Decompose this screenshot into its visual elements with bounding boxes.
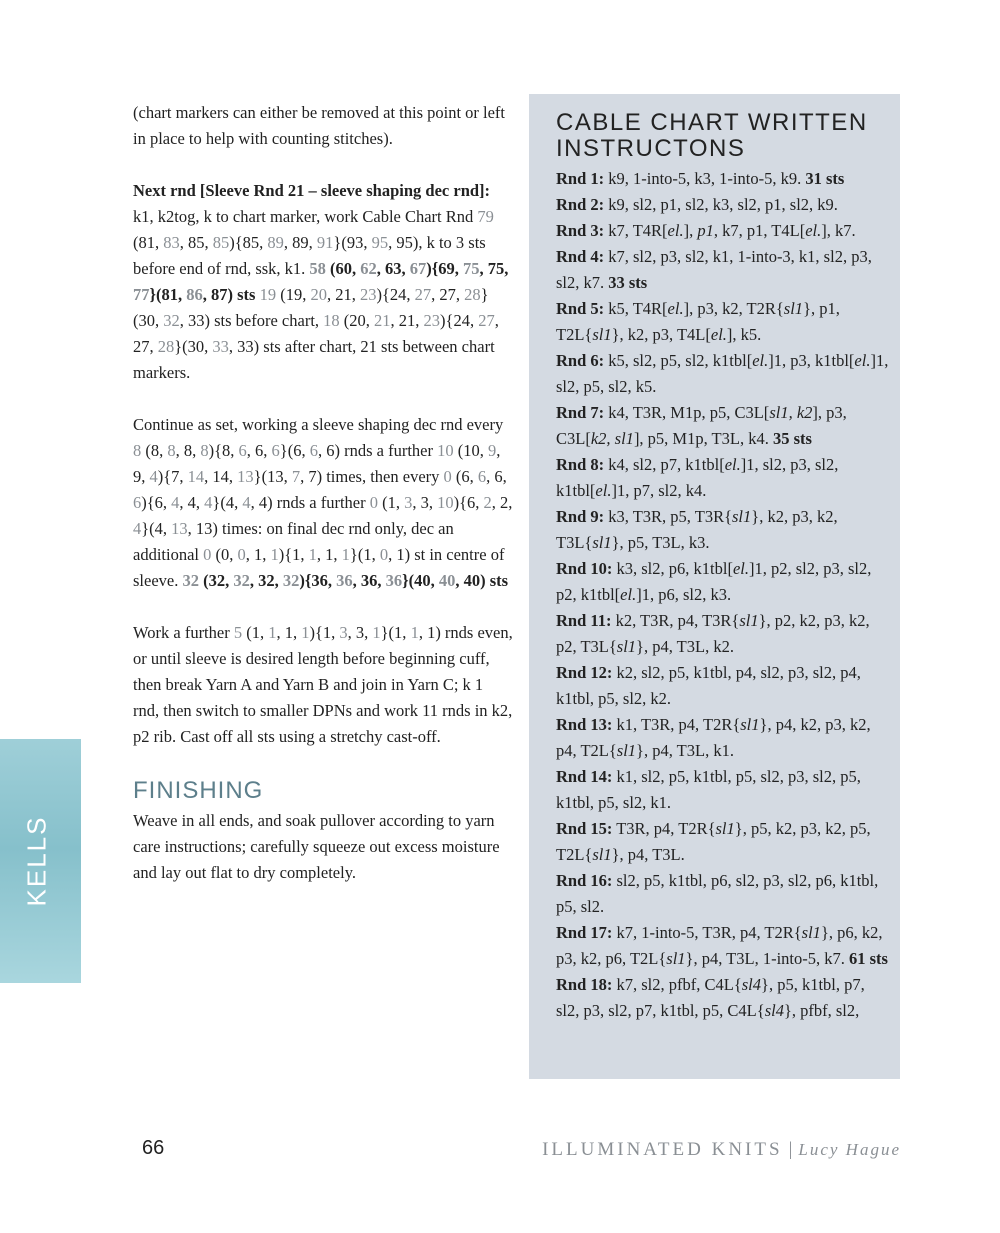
text-run: k5, sl2, p5, sl2, k1tbl[ [604,351,753,370]
text-run: 1 [410,623,419,642]
text-run: }, p2, k2, p3, k2, p2, T3L{ [556,611,870,656]
text-run: 4 [133,519,142,538]
text-run: 40 [438,571,456,590]
text-run: 58 [309,259,326,278]
text-run: 27 [478,311,495,330]
text-run: , 2, [491,493,513,512]
text-run: Rnd 3: [556,221,605,240]
text-run: (8, [141,441,168,460]
text-run: 1 [341,545,350,564]
text-run: ]1, p7, sl2, k4. [611,481,707,500]
text-run: 10 [437,441,454,460]
text-run: 23 [423,311,441,330]
text-run: ], p3, k2, T2R{ [683,299,784,318]
text-run: sl1 [616,741,637,760]
book-title: ILLUMINATED KNITS [542,1139,783,1160]
text-run: (0, [211,545,238,564]
text-run: k9, sl2, p1, sl2, k3, sl2, p1, sl2, k9. [604,195,838,214]
text-run: , 75, [479,259,509,278]
cable-chart-panel [529,94,900,1079]
text-run: k3, T3R, p5, T3R{ [604,507,733,526]
text-run: (81, [133,233,164,252]
text-run: 6 [271,441,280,460]
text-run: ){1, [278,545,309,564]
text-run: 27 [414,285,432,304]
round-instruction [556,192,891,218]
text-run: , 85, [179,233,213,252]
text-run: Rnd 10: [556,559,613,578]
text-run: 3 [404,493,413,512]
text-run: , 21, [390,311,424,330]
text-run: Rnd 16: [556,871,613,890]
text-run: 62 [360,259,377,278]
round-instruction [556,556,891,608]
text-run: 35 sts [772,429,812,448]
text-run: sl1 [732,507,752,526]
text-run: k9, 1-into-5, k3, 1-into-5, k9. [604,169,806,188]
text-run: el. [732,559,749,578]
main-text-column [133,100,513,912]
round-instruction [556,452,891,504]
text-run: 36 [385,571,403,590]
text-run: sl1 [739,611,759,630]
text-run: , 8, [175,441,201,460]
text-run: el. [620,585,637,604]
text-run: el. [854,351,871,370]
text-run: Rnd 13: [556,715,613,734]
text-run: }(13, [253,467,292,486]
text-run: 19 [259,285,277,304]
text-run: k1, T3R, p4, T2R{ [612,715,741,734]
text-run: 28 [157,337,175,356]
text-run: sl1 [666,949,686,968]
text-run: 2 [483,493,492,512]
text-run: 4 [149,467,158,486]
text-run: 28 [464,285,481,304]
text-run: 6 [133,493,142,512]
text-run: 13 [171,519,188,538]
text-run: ){36, [299,571,337,590]
text-run: }(30, [174,337,213,356]
round-instruction [556,712,891,764]
text-run: Rnd 5: [556,299,605,318]
text-run: sl4 [764,1001,784,1020]
text-run: ], k7. [821,221,856,240]
text-run: k1, k2tog, k to chart marker, work Cable Chart Rnd [133,207,478,226]
text-run: , 4, [179,493,205,512]
text-run: Rnd 7: [556,403,605,422]
text-run: 1 [301,623,310,642]
text-run: , 3, [347,623,373,642]
paragraph-work-further [133,620,513,750]
text-run: , 13) times: on final dec rnd only, dec an additional [133,519,454,564]
text-run: ){8, [208,441,239,460]
paragraph-continue-shaping [133,412,513,594]
text-run: 23 [359,285,377,304]
text-run: , 3, [412,493,438,512]
text-run: 32 [282,571,300,590]
text-run: }, p1, T2L{ [556,299,840,344]
text-run: Rnd 1: [556,169,605,188]
text-run: 4 [204,493,213,512]
text-run: ], [683,221,698,240]
text-run: 33 sts [608,273,648,292]
text-run: 0 [443,467,452,486]
author-name: Lucy Hague [798,1140,901,1159]
text-run: 0 [237,545,246,564]
text-run: 75 [463,259,480,278]
text-run: Rnd 12: [556,663,613,682]
text-run: , 1) rnds even, or until sleeve is desired length before beginning cuff, then break Yarn A and Yarn B and join in Yarn C; k 1 rnd, then switch to smaller DPNs and work 11 rnds in k2, p2 rib. Cast off all sts using a stretchy cast-off. [133,623,513,746]
text-run: sl1 [801,923,821,942]
text-run: }(81, [149,285,187,304]
text-run: 95 [371,233,389,252]
text-run: ]1, p2, sl2, p3, sl2, p2, k1tbl[ [556,559,872,604]
text-run: Rnd 6: [556,351,605,370]
round-instruction [556,764,891,816]
round-instruction [556,504,891,556]
footer-separator: | [788,1139,793,1160]
text-run: 6 [309,441,318,460]
text-run: Continue as set, working a sleeve shaping dec rnd every [133,415,504,434]
text-run: 67 [409,259,427,278]
text-run: }, p6, k2, p3, k2, p6, T2L{ [556,923,883,968]
text-run: }, p4, T3L. [611,845,685,864]
text-run: }, p4, k2, p3, k2, p4, T2L{ [556,715,871,760]
panel-heading: CABLE CHART WRITTEN INSTRUCTONS [556,109,868,162]
text-run: 6 [477,467,487,486]
text-run: }, p4, T3L, k1. [636,741,734,760]
round-instruction [556,816,891,868]
text-run: Rnd 4: [556,247,605,266]
text-run: , 6, [246,441,272,460]
text-run: 0 [203,545,212,564]
text-run: }, pfbf, sl2, [783,1001,860,1020]
text-run: sl4 [741,975,762,994]
paragraph-sleeve-rnd-21 [133,178,513,386]
text-run: }(6, [279,441,310,460]
text-run: Rnd 8: [556,455,605,474]
text-run: 61 sts [848,949,888,968]
text-run: }, k2, p3, T4L[ [611,325,711,344]
text-run: , 7) times, then every [300,467,444,486]
text-run: 8 [133,441,142,460]
text-run: p1 [697,221,714,240]
text-run: 86 [186,285,203,304]
text-run: 4 [242,493,251,512]
text-run: 1 [372,623,381,642]
text-run: el. [667,221,684,240]
text-run: ], k5. [726,325,762,344]
text-run: sl1 [783,299,804,318]
text-run: 8 [167,441,176,460]
text-run: k7, 1-into-5, T3R, p4, T2R{ [612,923,802,942]
page-number: 66 [142,1137,165,1159]
text-run: }, p5, k2, p3, k2, p5, T2L{ [556,819,871,864]
text-run: , 1, [316,545,342,564]
text-run: 9 [487,441,497,460]
text-run: 21 [374,311,391,330]
text-run: 91 [316,233,334,252]
text-run: sl1 [616,637,637,656]
text-run: }(1, [349,545,380,564]
text-run: 31 sts [805,169,845,188]
text-run: 8 [200,441,209,460]
text-run: , 63, [376,259,410,278]
text-run: 13 [237,467,254,486]
text-run: 79 [477,207,494,226]
text-run: k3, sl2, p6, k1tbl[ [612,559,733,578]
text-run: , 9, [133,441,501,486]
text-run: Rnd 17: [556,923,613,942]
text-run: , 87) sts [202,285,256,304]
text-run: 85 [212,233,230,252]
text-run: T3R, p4, T2R{ [612,819,716,838]
text-run: 6 [238,441,247,460]
text-run: , 14, [204,467,238,486]
text-run: , 27, [431,285,465,304]
text-run: ]1, sl2, p5, sl2, k5. [556,351,889,396]
text-run: ){24, [440,311,479,330]
text-run: (19, [276,285,311,304]
text-run: 3 [339,623,348,642]
round-instruction [556,920,891,972]
text-run: ]1, sl2, p3, sl2, k1tbl[ [556,455,839,500]
text-run: sl2, p5, k1tbl, p6, sl2, p3, sl2, p6, k1tbl, p5, sl2. [556,871,879,916]
text-run: 14 [187,467,205,486]
finishing-heading: FINISHING [133,777,264,804]
text-run: , 40) sts [455,571,509,590]
text-run: , 6) rnds a further [317,441,438,460]
text-run: (6, [451,467,478,486]
text-run: 36 [336,571,353,590]
round-instruction [556,218,891,244]
text-run: 10 [437,493,454,512]
text-run: ){69, [426,259,464,278]
text-run: sl1, k2 [769,403,813,422]
text-run: el. [752,351,769,370]
text-run: k7, T4R[ [604,221,668,240]
text-run: ){24, [376,285,415,304]
text-run: el. [595,481,612,500]
text-run: , 95), k to 3 sts before end of rnd, ssk, k1. [133,233,486,278]
text-run: ){7, [157,467,188,486]
text-run: k5, T4R[ [604,299,668,318]
text-run: }(93, [333,233,372,252]
text-run: Rnd 11: [556,611,612,630]
text-run: (32, [198,571,234,590]
text-run: sl1 [715,819,735,838]
round-instruction [556,296,891,348]
text-run: ], p5, M1p, T3L, k4. [633,429,773,448]
text-run: 4 [171,493,180,512]
text-run: }(30, [133,285,489,330]
text-run: }(40, [402,571,439,590]
chapter-tab-label: KELLS [21,815,52,907]
text-run: el. [667,299,684,318]
text-run: 89 [267,233,284,252]
text-run: 77 [133,285,150,304]
text-run: 5 [233,623,243,642]
text-run: , 33) sts after chart, 21 sts between chart markers. [133,337,495,382]
text-run: 33 [212,337,229,356]
text-run: Rnd 18: [556,975,613,994]
text-run: 20 [310,285,327,304]
text-run: , 89, [283,233,317,252]
text-run: , 4) rnds a further [250,493,370,512]
text-run: , 1, [276,623,302,642]
text-run: Rnd 2: [556,195,605,214]
text-run: 32 [233,571,250,590]
text-run: sl1 [592,325,612,344]
text-run: , 32, [249,571,283,590]
text-run: }, p5, k1tbl, p7, sl2, p3, sl2, p7, k1tbl, p5, C4L{ [556,975,865,1020]
text-run: (10, [453,441,488,460]
text-run: }(4, [141,519,172,538]
text-run: k2, T3R, p4, T3R{ [611,611,740,630]
text-run: }, p4, T3L, k2. [636,637,734,656]
text-run: , 36, [352,571,386,590]
text-run: ){6, [141,493,172,512]
text-run: 1 [308,545,317,564]
text-run: el. [710,325,727,344]
text-run: k7, sl2, pfbf, C4L{ [612,975,742,994]
text-run: sl1 [592,845,612,864]
text-run: Rnd 15: [556,819,613,838]
text-run: , 1) st in centre of sleeve. [133,545,505,590]
round-instruction [556,868,891,920]
text-run: k4, sl2, p7, k1tbl[ [604,455,725,474]
round-instruction [556,608,891,660]
round-instruction [556,348,891,400]
text-run: ){1, [309,623,340,642]
text-run: , 27, [133,311,499,356]
text-run: 0 [379,545,389,564]
text-run: , 33) sts before chart, [179,311,324,330]
text-run: , k7, p1, T4L[ [713,221,806,240]
text-run: Rnd 9: [556,507,605,526]
text-run: Next rnd [Sleeve Rnd 21 – sleeve shaping dec rnd]: [133,181,491,200]
text-run: Rnd 14: [556,767,613,786]
round-instruction [556,660,891,712]
text-run: el. [805,221,822,240]
text-run: , 6, [486,467,507,486]
text-run: (1, [377,493,405,512]
text-run: k2, sl1 [590,429,634,448]
text-run: }(1, [380,623,411,642]
round-instruction [556,166,891,192]
text-run: , 21, [326,285,360,304]
text-run: 0 [369,493,378,512]
round-instructions-list [556,166,891,1024]
text-run: ){85, [229,233,268,252]
text-run: , 1, [245,545,271,564]
text-run: 7 [291,467,301,486]
text-run: sl1 [592,533,612,552]
text-run: 32 [182,571,199,590]
text-run: (1, [242,623,269,642]
text-run: }, p4, T3L, 1-into-5, k7. [685,949,849,968]
paragraph-finishing: Weave in all ends, and soak pullover according to yarn care instructions; carefully squeeze out excess moisture and lay out flat to dry completely. [133,811,500,882]
round-instruction [556,972,891,1024]
text-run: }, k2, p3, k2, T3L{ [556,507,838,552]
text-run: k2, sl2, p5, k1tbl, p4, sl2, p3, sl2, p4, k1tbl, p5, sl2, k2. [556,663,861,708]
text-run: ){6, [453,493,484,512]
round-instruction [556,400,891,452]
text-run: Work a further [133,623,234,642]
text-run: k4, T3R, M1p, p5, C3L[ [604,403,770,422]
text-run: 83 [163,233,180,252]
text-run: sl1 [740,715,760,734]
paragraph-chart-markers: (chart markers can either be removed at this point or left in place to help with counting stitches). [133,103,506,148]
text-run: el. [724,455,741,474]
text-run: 18 [323,311,340,330]
text-run: k1, sl2, p5, k1tbl, p5, sl2, p3, sl2, p5, k1tbl, p5, sl2, k1. [556,767,861,812]
text-run: k7, sl2, p3, sl2, k1, 1-into-3, k1, sl2, p3, sl2, k7. [556,247,872,292]
text-run: 32 [163,311,180,330]
text-run: }(4, [212,493,243,512]
round-instruction [556,244,891,296]
text-run: (20, [339,311,375,330]
text-run: ]1, p6, sl2, k3. [636,585,732,604]
text-run: 1 [268,623,277,642]
text-run: (60, [325,259,361,278]
text-run: ], p3, C3L[ [556,403,847,448]
running-footer [542,1139,901,1161]
text-run: ]1, p3, k1tbl[ [768,351,855,370]
text-run: 1 [270,545,279,564]
text-run: }, p5, T3L, k3. [611,533,710,552]
